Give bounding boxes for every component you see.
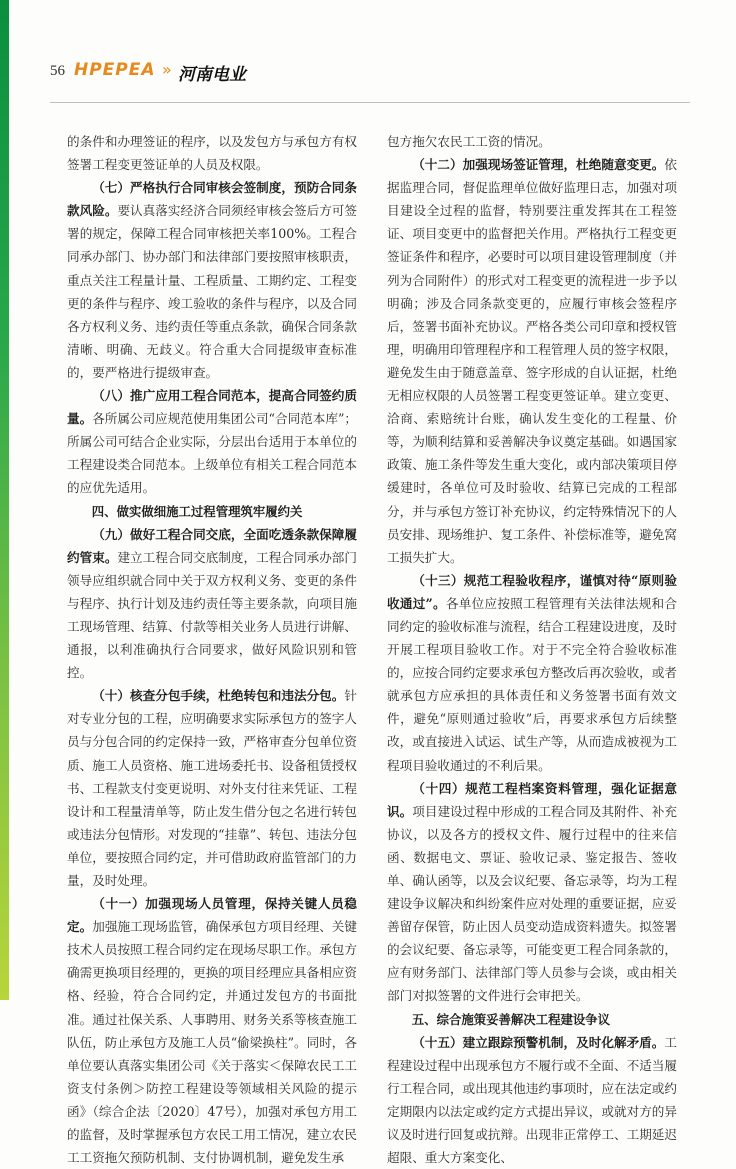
section-heading: 四、做实做细施工过程管理筑牢履约关: [91, 503, 303, 519]
paragraph-heading: （七）严格执行合同审核会签制度，预防合同条款风险。: [67, 180, 357, 219]
header-divider: [50, 102, 690, 103]
paragraph-heading: （十二）加强现场签证管理，杜绝随意变更。: [412, 157, 665, 173]
section-heading: 五、综合施策妥善解决工程建设争议: [411, 1011, 611, 1027]
page-header: [50, 60, 690, 88]
paragraph: （十五）建立跟踪预警机制，及时化解矛盾。工程建设过程中出现承包方不履行或不全面、不适当履行工程合同，或出现其他违约事项时，应在法定或约定期限内以法定或约定方式提出异议，或就对方的异议及时进行回复或抗辩。出现非正常停工、工期延迟超限、重大方案变化、: [387, 1034, 677, 1166]
paragraph: （九）做好工程合同交底，全面吃透条款保障履约管束。建立工程合同交底制度，工程合同承办部门领导应组织就合同中关于双方权利义务、变更的条件与程序、执行计划及违约责任等主要条款，向项目施工现场管理、结算、付款等相关业务人员进行讲解、通报，以利准确执行合同要求，做好风险识别和管控。: [67, 526, 357, 681]
paragraph: （十一）加强现场人员管理，保持关键人员稳定。加强施工现场监管，确保承包方项目经理、关键技术人员按照工程合同约定在现场尽职工作。承包方确需更换项目经理的，更换的项目经理应具备相应资格、经验，符合合同约定，并通过发包方的书面批准。通过社保关系、人事聘用、财务关系等核查施工队伍，防止承包方及施工人员“偷梁换柱”。同时，各单位要认真落实集团公司《关于落实＜保障农民工工资支付条例＞防控工程建设等领域相关风险的提示函》（综合企法〔2020〕47号），加强对承包方用工的监督，及时掌握承包方农民工用工情况，建立农民工工资拖欠预防机制、支付协调机制，避免发生承: [67, 896, 357, 1166]
paragraph-heading: （十三）规范工程验收程序，谨慎对待“原则验收通过”。: [387, 572, 677, 611]
paragraph: （十四）规范工程档案资料管理，强化证据意识。项目建设过程中形成的工程合同及其附件、补充协议，以及各方的授权文件、履行过程中的往来信函、数据电文、票证、验收记录、鉴定报告、签收单、确认函等，以及会议纪要、备忘录等，均为工程建设争议解决和纠纷案件应对处理的重要证据，应妥善留存保管，防止因人员变动造成资料遗失。拟签署的会议纪要、备忘录等，可能变更工程合同条款的，应有财务部门、法律部门等人员参与会谈，或由相关部门对拟签署的文件进行会审把关。: [387, 780, 677, 1004]
paragraph: 包方拖欠农民工工资的情况。: [387, 134, 551, 149]
magazine-title: 河南电业: [178, 65, 246, 85]
paragraph-heading: （十一）加强现场人员管理，保持关键人员稳定。: [67, 896, 357, 935]
paragraph-heading: （十）核查分包手续，杜绝转包和违法分包。: [92, 688, 345, 704]
paragraph: （十二）加强现场签证管理，杜绝随意变更。依据监理合同，督促监理单位做好监理日志，加强对项目建设全过程的监督，特别要注重发挥其在工程签证、项目变更中的监督把关作用。严格执行工程变更签证条件和程序，必要时可以项目建设管理制度（并列为合同附件）的形式对工程变更的流程进一步予以明确；涉及合同条款变更的，应履行审核会签程序后，签署书面补充协议。严格各类公司印章和授权管理，明确用印管理程序和工程管理人员的签字权限，避免发生由于随意盖章、签字形成的自认证据，杜绝无相应权限的人员签署工程变更签证单。建立变更、洽商、索赔统计台账，确认发生变化的工程量、价等，为顺利结算和妥善解决争议奠定基础。如遇国家政策、施工条件等发生重大变化，或内部决策项目停缓建时，各单位可及时验收、结算已完成的工程部分，并与承包方签订补充协议，约定特殊情况下的人员安排、现场维护、复工条件、补偿标准等，避免窝工损失扩大。: [387, 157, 677, 565]
paragraph: （八）推广应用工程合同范本，提高合同签约质量。各所属公司应规范使用集团公司“合同范本库”；所属公司可结合企业实际，分层出台适用于本单位的工程建设类合同范本。上级单位有相关工程合同范本的应优先适用。: [67, 388, 357, 496]
paragraph-heading: （十四）规范工程档案资料管理，强化证据意识。: [387, 780, 677, 819]
paragraph-heading: （十五）建立跟踪预警机制，及时化解矛盾。: [412, 1034, 665, 1050]
paragraph: （七）严格执行合同审核会签制度，预防合同条款风险。要认真落实经济合同须经审核会签后方可签署的规定，保障工程合同审核把关率100%。工程合同承办部门、协办部门和法律部门要按照审核职责，重点关注工程量计量、工程质量、工期约定、工程变更的条件与程序、竣工验收的条件与程序，以及合同各方权利义务、违约责任等重点条款，确保合同条款清晰、明确、无歧义。符合重大合同提级审查标准的，要严格进行提级审查。: [67, 180, 357, 380]
left-column: [67, 130, 357, 1169]
paragraph: （十三）规范工程验收程序，谨慎对待“原则验收通过”。各单位应按照工程管理有关法律法规和合同约定的验收标准与流程，结合工程建设进度，及时开展工程项目验收工作。对于不完全符合验收标准的，应按合同约定要求承包方整改后再次验收，或者就承包方应承担的具体责任和义务签署书面有效文件，避免“原则通过验收”后，再要求承包方后续整改，或直接进入试运、试生产等，从而造成被视为工程项目验收通过的不利后果。: [387, 572, 678, 773]
paragraph: 的条件和办理签证的程序，以及发包方与承包方有权签署工程变更签证单的人员及权限。: [67, 134, 357, 173]
chevron-icon: »: [162, 60, 172, 79]
page-number: 56: [50, 63, 65, 79]
paragraph: （十）核查分包手续，杜绝转包和违法分包。针对专业分包的工程，应明确要求实际承包方的签字人员与分包合同的约定保持一致，严格审查分包单位资质、施工人员资格、施工进场委托书、设备租赁授权书、工程款支付变更说明、对外支付往来凭证、工程设计和工程量清单等，防止发生借分包之名进行转包或违法分包情形。对发现的“挂靠”、转包、违法分包单位，要按照合同约定，并可借助政府监管部门的力量，及时处理。: [67, 688, 357, 888]
right-column: [387, 130, 677, 1169]
paragraph-heading: （九）做好工程合同交底，全面吃透条款保障履约管束。: [67, 526, 357, 565]
hpepea-logo: HPEPEA: [74, 60, 156, 80]
paragraph-heading: （八）推广应用工程合同范本，提高合同签约质量。: [67, 388, 357, 427]
side-color-bar: [0, 0, 9, 1000]
